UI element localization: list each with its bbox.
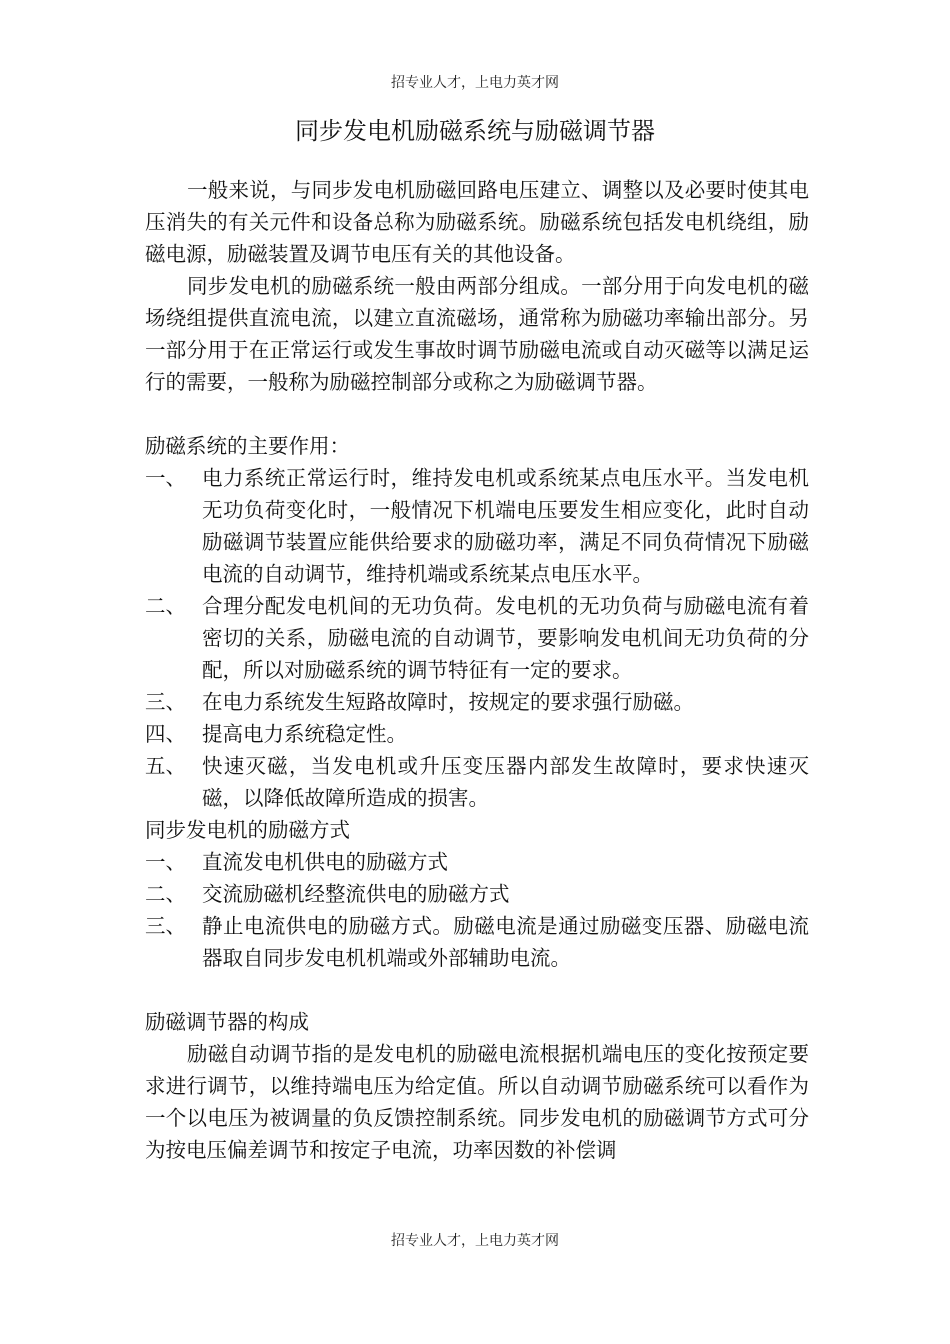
list-number: 一、 bbox=[145, 850, 186, 874]
list-number: 四、 bbox=[145, 722, 186, 746]
list-number: 二、 bbox=[145, 882, 186, 906]
blank-line bbox=[145, 974, 809, 1006]
intro-paragraph-2: 同步发电机的励磁系统一般由两部分组成。一部分用于向发电机的磁场绕组提供直流电流，以建立直流磁场，通常称为励磁功率输出部分。另一部分用于在正常运行或发生事故时调节励磁电流或自动灭磁等以满足运行的需要，一般称为励磁控制部分或称之为励磁调节器。 bbox=[145, 274, 809, 394]
modes-list-item bbox=[145, 846, 809, 878]
page-header: 招专业人才，上电力英才网 bbox=[391, 75, 559, 91]
functions-list-item bbox=[145, 718, 809, 750]
list-number: 五、 bbox=[145, 754, 186, 778]
list-text: 静止电流供电的励磁方式。励磁电流是通过励磁变压器、励磁电流器取自同步发电机机端或外部辅助电流。 bbox=[202, 914, 809, 970]
list-text: 交流励磁机经整流供电的励磁方式 bbox=[202, 882, 510, 906]
list-text: 合理分配发电机间的无功负荷。发电机的无功负荷与励磁电流有着密切的关系，励磁电流的自动调节，要影响发电机间无功负荷的分配，所以对励磁系统的调节特征有一定的要求。 bbox=[202, 594, 809, 682]
list-text: 提高电力系统稳定性。 bbox=[202, 722, 407, 746]
modes-list-item bbox=[145, 878, 809, 910]
functions-list-item bbox=[145, 462, 809, 590]
regulator-paragraph: 励磁自动调节指的是发电机的励磁电流根据机端电压的变化按预定要求进行调节，以维持端电压为给定值。所以自动调节励磁系统可以看作为一个以电压为被调量的负反馈控制系统。同步发电机的励磁调节方式可分为按电压偏差调节和按定子电流，功率因数的补偿调 bbox=[145, 1042, 809, 1162]
document-title: 同步发电机励磁系统与励磁调节器 bbox=[295, 117, 655, 145]
modes-list-item bbox=[145, 910, 809, 974]
list-number: 一、 bbox=[145, 466, 186, 490]
functions-list-item bbox=[145, 750, 809, 814]
modes-heading: 同步发电机的励磁方式 bbox=[145, 818, 350, 842]
functions-list-item bbox=[145, 686, 809, 718]
document-body bbox=[145, 174, 809, 1166]
list-text: 电力系统正常运行时，维持发电机或系统某点电压水平。当发电机无功负荷变化时，一般情况下机端电压要发生相应变化，此时自动励磁调节装置应能供给要求的励磁功率，满足不同负荷情况下励磁电流的自动调节，维持机端或系统某点电压水平。 bbox=[202, 466, 809, 586]
functions-heading: 励磁系统的主要作用： bbox=[145, 434, 350, 458]
functions-list-item bbox=[145, 590, 809, 686]
list-text: 在电力系统发生短路故障时，按规定的要求强行励磁。 bbox=[202, 690, 694, 714]
list-number: 二、 bbox=[145, 594, 186, 618]
list-number: 三、 bbox=[145, 690, 186, 714]
list-number: 三、 bbox=[145, 914, 186, 938]
list-text: 快速灭磁，当发电机或升压变压器内部发生故障时，要求快速灭磁，以降低故障所造成的损害。 bbox=[202, 754, 809, 810]
intro-paragraph-1: 一般来说，与同步发电机励磁回路电压建立、调整以及必要时使其电压消失的有关元件和设备总称为励磁系统。励磁系统包括发电机绕组，励磁电源，励磁装置及调节电压有关的其他设备。 bbox=[145, 178, 809, 266]
blank-line bbox=[145, 398, 809, 430]
regulator-heading: 励磁调节器的构成 bbox=[145, 1010, 309, 1034]
page-footer: 招专业人才，上电力英才网 bbox=[391, 1233, 559, 1249]
list-text: 直流发电机供电的励磁方式 bbox=[202, 850, 448, 874]
